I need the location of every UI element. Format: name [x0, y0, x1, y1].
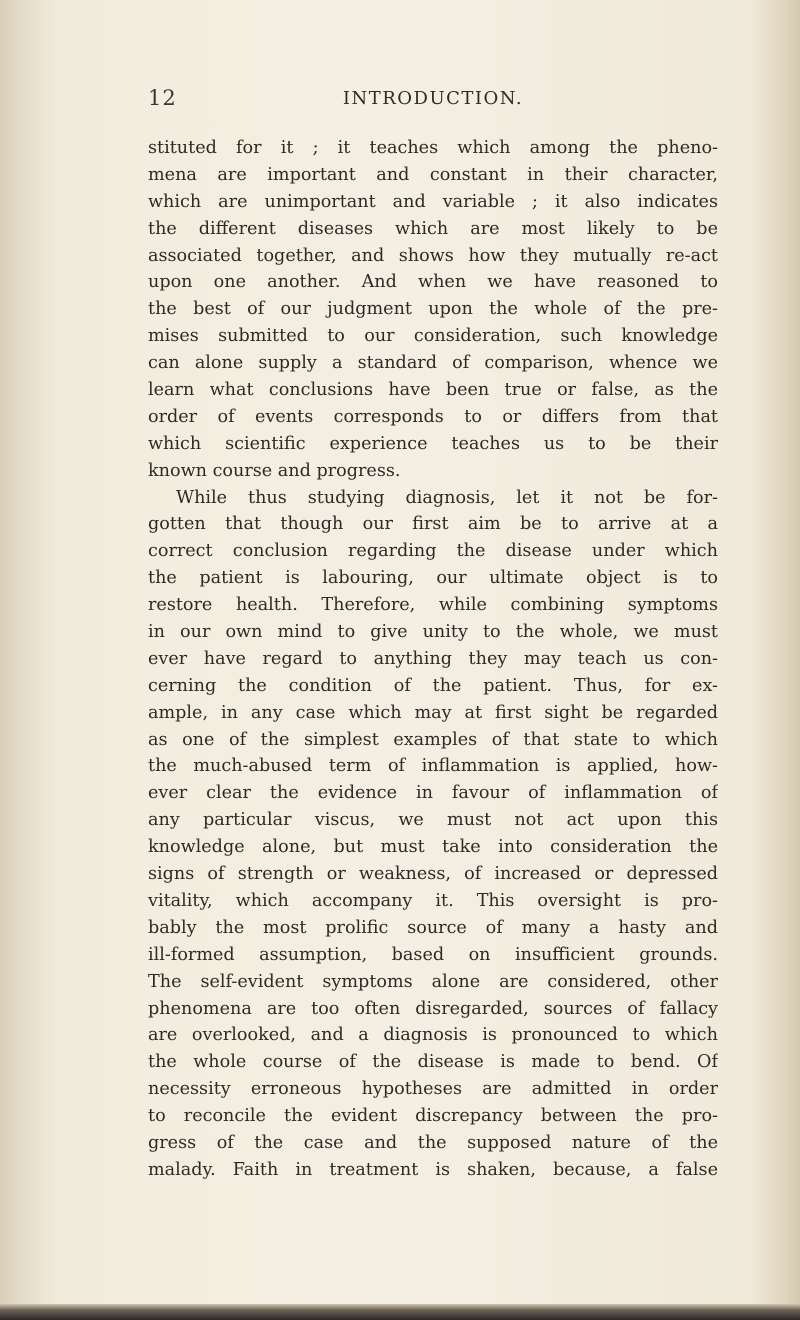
text-line: which are unimportant and variable ; it also indicates — [148, 191, 718, 212]
text-line: the different diseases which are most likely to be — [148, 218, 718, 239]
text-line: the patient is labouring, our ultimate object is to — [148, 568, 718, 589]
text-line: mises submitted to our consideration, such knowledge — [148, 326, 718, 347]
text-line: in our own mind to give unity to the whole, we must — [148, 622, 718, 643]
text-line: gress of the case and the supposed nature of the — [148, 1132, 718, 1153]
text-line: ample, in any case which may at first sight be regarded — [148, 702, 718, 723]
text-line: malady. Faith in treatment is shaken, because, a false — [148, 1159, 718, 1180]
text-line: correct conclusion regarding the disease under which — [148, 541, 718, 562]
text-line: the much-abused term of inflammation is applied, how- — [148, 756, 718, 777]
page-gutter-left — [0, 0, 60, 1320]
text-line: upon one another. And when we have reasoned to — [148, 272, 718, 293]
text-line: ever have regard to anything they may teach us con- — [148, 648, 718, 669]
page-number: 12 — [148, 86, 177, 110]
text-line: as one of the simplest examples of that state to which — [148, 729, 718, 750]
paragraph-first-line: While thus studying diagnosis, let it not be for- — [176, 487, 718, 508]
text-line: cerning the condition of the patient. Thus, for ex- — [148, 675, 718, 696]
text-line: the whole course of the disease is made to bend. Of — [148, 1052, 718, 1073]
text-line: gotten that though our first aim be to arrive at a — [148, 514, 718, 535]
text-line: knowledge alone, but must take into consideration the — [148, 837, 718, 858]
page-edge-right — [750, 0, 800, 1320]
text-line: can alone supply a standard of comparison, whence we — [148, 353, 718, 374]
text-line: are overlooked, and a diagnosis is pronounced to which — [148, 1025, 718, 1046]
page-bottom-edge — [0, 1304, 800, 1320]
text-line: stituted for it ; it teaches which among the pheno- — [148, 138, 718, 158]
text-line: vitality, which accompany it. This oversight is pro- — [148, 890, 718, 911]
text-line: any particular viscus, we must not act upon this — [148, 810, 718, 831]
text-line: learn what conclusions have been true or false, as the — [148, 380, 718, 401]
text-line: The self-evident symptoms alone are considered, other — [148, 971, 718, 992]
text-line: to reconcile the evident discrepancy between the pro- — [148, 1106, 718, 1127]
text-line: known course and progress. — [148, 460, 401, 481]
text-line: necessity erroneous hypotheses are admitted in order — [148, 1079, 718, 1100]
text-line: ill-formed assumption, based on insufficient grounds. — [148, 944, 718, 965]
text-line: associated together, and shows how they mutually re-act — [148, 245, 718, 266]
running-head: INTRODUCTION. — [342, 88, 524, 109]
text-line: order of events corresponds to or differs from that — [148, 406, 718, 427]
body-text — [148, 135, 718, 1184]
text-line: phenomena are too often disregarded, sources of fallacy — [148, 998, 718, 1019]
text-line: the best of our judgment upon the whole of the pre- — [148, 299, 718, 320]
text-line: signs of strength or weakness, of increased or depressed — [148, 864, 718, 885]
page-header — [148, 86, 718, 116]
text-line: restore health. Therefore, while combining symptoms — [148, 595, 718, 616]
text-line: bably the most prolific source of many a hasty and — [148, 917, 718, 938]
text-line: ever clear the evidence in favour of inflammation of — [148, 783, 718, 804]
text-line: which scientific experience teaches us to be their — [148, 433, 718, 454]
text-line: mena are important and constant in their character, — [148, 164, 718, 185]
